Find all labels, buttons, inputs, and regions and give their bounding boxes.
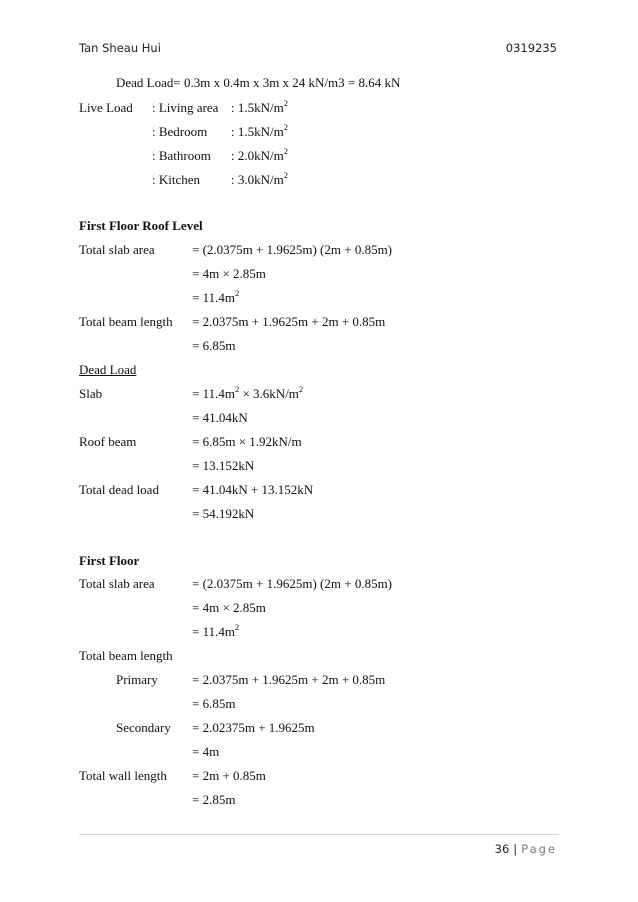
wall-length-result: = 2.85m	[192, 792, 236, 807]
ff-slab-area-eq2: = 4m × 2.85m	[192, 600, 266, 615]
roof-beam-length-label: Total beam length	[79, 314, 173, 329]
live-load-living-label: : Living area	[152, 100, 219, 115]
page-footer	[495, 842, 557, 856]
live-load-living-value: : $1.5kN/m^2$	[231, 97, 288, 115]
roof-beam-load-eq: = 6.85m × 1.92kN/m	[192, 434, 302, 449]
footer-divider	[79, 834, 559, 835]
live-load-bedroom-label: : Bedroom	[152, 124, 208, 139]
live-load-bedroom-value: : $1.5kN/m^2$	[231, 121, 288, 139]
live-load-kitchen-label: : Kitchen	[152, 172, 201, 187]
live-load-bathroom-value: : $2.0kN/m^2$	[231, 145, 288, 163]
dead-load-line: Dead Load= 0.3m x 0.4m x 3m x 24 kN/m3 = 8.64 kN	[116, 75, 401, 90]
total-dead-load-label: Total dead load	[79, 482, 159, 497]
total-dead-load-result: = 54.192kN	[192, 506, 255, 521]
slab-load-eq: = $11.4m^2 \times 3.6kN/m^2$	[192, 383, 304, 401]
ff-beam-length-label: Total beam length	[79, 648, 173, 663]
roof-beam-length-eq: = 2.0375m + 1.9625m + 2m + 0.85m	[192, 314, 386, 329]
roof-slab-area-result: = $11.4m^2$	[192, 287, 240, 305]
secondary-beam-result: = 4m	[192, 744, 220, 759]
slab-label: Slab	[79, 386, 103, 401]
slab-load-result: = 41.04kN	[192, 410, 248, 425]
primary-beam-label: Primary	[116, 672, 158, 687]
ff-slab-area-label: Total slab area	[79, 576, 155, 591]
section-heading-first-floor: First Floor	[79, 553, 140, 568]
roof-slab-area-eq2: = 4m × 2.85m	[192, 266, 266, 281]
section-heading-roof-level: First Floor Roof Level	[79, 218, 203, 233]
wall-length-label: Total wall length	[79, 768, 167, 783]
roof-beam-length-result: = 6.85m	[192, 338, 236, 353]
roof-beam-label: Roof beam	[79, 434, 137, 449]
page-word: Page	[521, 842, 557, 856]
ff-slab-area-result: = $11.4m^2$	[192, 621, 240, 639]
secondary-beam-label: Secondary	[116, 720, 171, 735]
secondary-beam-eq: = 2.02375m + 1.9625m	[192, 720, 315, 735]
page-number: 36	[494, 842, 510, 856]
live-load-kitchen-value: : $3.0kN/m^2$	[231, 169, 288, 187]
primary-beam-eq: = 2.0375m + 1.9625m + 2m + 0.85m	[192, 672, 386, 687]
footer-separator: |	[513, 842, 518, 856]
primary-beam-result: = 6.85m	[192, 696, 236, 711]
ff-slab-area-eq1: = (2.0375m + 1.9625m) (2m + 0.85m)	[192, 576, 393, 591]
wall-length-eq: = 2m + 0.85m	[192, 768, 266, 783]
roof-slab-area-eq1: = (2.0375m + 1.9625m) (2m + 0.85m)	[192, 242, 393, 257]
roof-beam-load-result: = 13.152kN	[192, 458, 255, 473]
roof-slab-area-label: Total slab area	[79, 242, 155, 257]
live-load-bathroom-label: : Bathroom	[152, 148, 211, 163]
dead-load-subheading: Dead Load	[79, 362, 137, 377]
total-dead-load-eq: = 41.04kN + 13.152kN	[192, 482, 314, 497]
live-load-label: Live Load	[79, 100, 133, 115]
header-student-id: 0319235	[505, 41, 557, 55]
header-author: Tan Sheau Hui	[79, 41, 161, 55]
